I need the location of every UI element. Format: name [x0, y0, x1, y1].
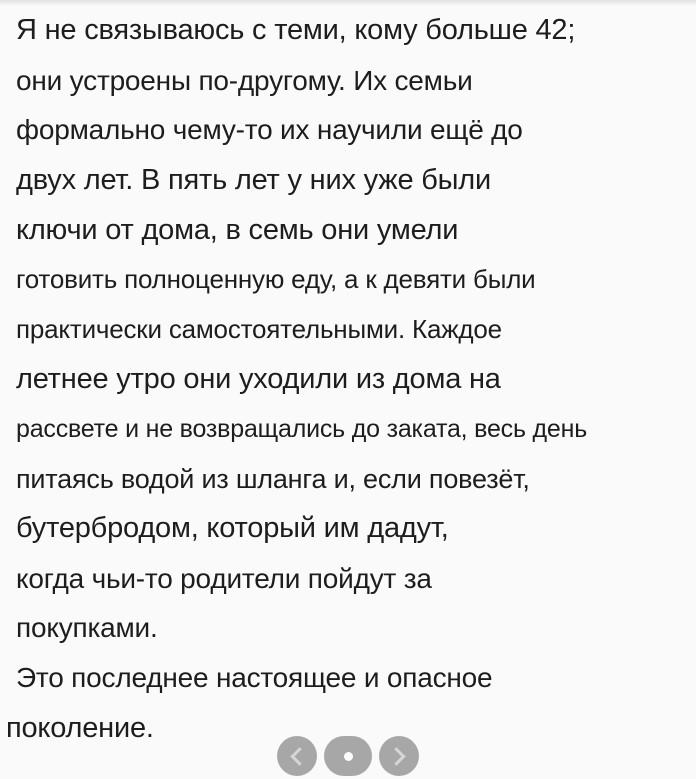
post-text [6, 6, 688, 753]
chevron-left-icon [290, 747, 308, 765]
next-button[interactable] [379, 736, 419, 776]
text-line: когда чьи-то родители пойдут за [16, 562, 432, 594]
text-line: Это последнее настоящее и опасное [16, 662, 493, 694]
text-line: практически самостоятельными. Каждое [16, 314, 502, 345]
prev-button[interactable] [277, 736, 317, 776]
text-line: Я не связываюсь с теми, кому больше 42; [16, 14, 576, 47]
text-line: покупками. [16, 612, 158, 644]
text-line: рассвете и не возвращались до заката, весь день [16, 414, 588, 443]
text-line: бутербродом, который им дадут, [16, 512, 449, 545]
current-page-dot-icon [344, 752, 353, 761]
text-line: они устроены по-другому. Их семьи [16, 64, 473, 96]
text-line: питаясь водой из шланга и, если повезёт, [16, 463, 530, 494]
text-line: формально чему-то их научили ещё до [16, 114, 523, 146]
chevron-right-icon [387, 747, 405, 765]
text-line: двух лет. В пять лет у них уже были [16, 163, 492, 196]
text-line: летнее утро они уходили из дома на [16, 362, 501, 395]
text-line: готовить полноценную еду, а к девяти были [16, 264, 536, 295]
text-line: поколение. [6, 711, 154, 744]
carousel-nav [277, 736, 419, 776]
carousel-page-indicator[interactable] [324, 736, 372, 776]
text-line: ключи от дома, в семь они умели [16, 213, 459, 246]
